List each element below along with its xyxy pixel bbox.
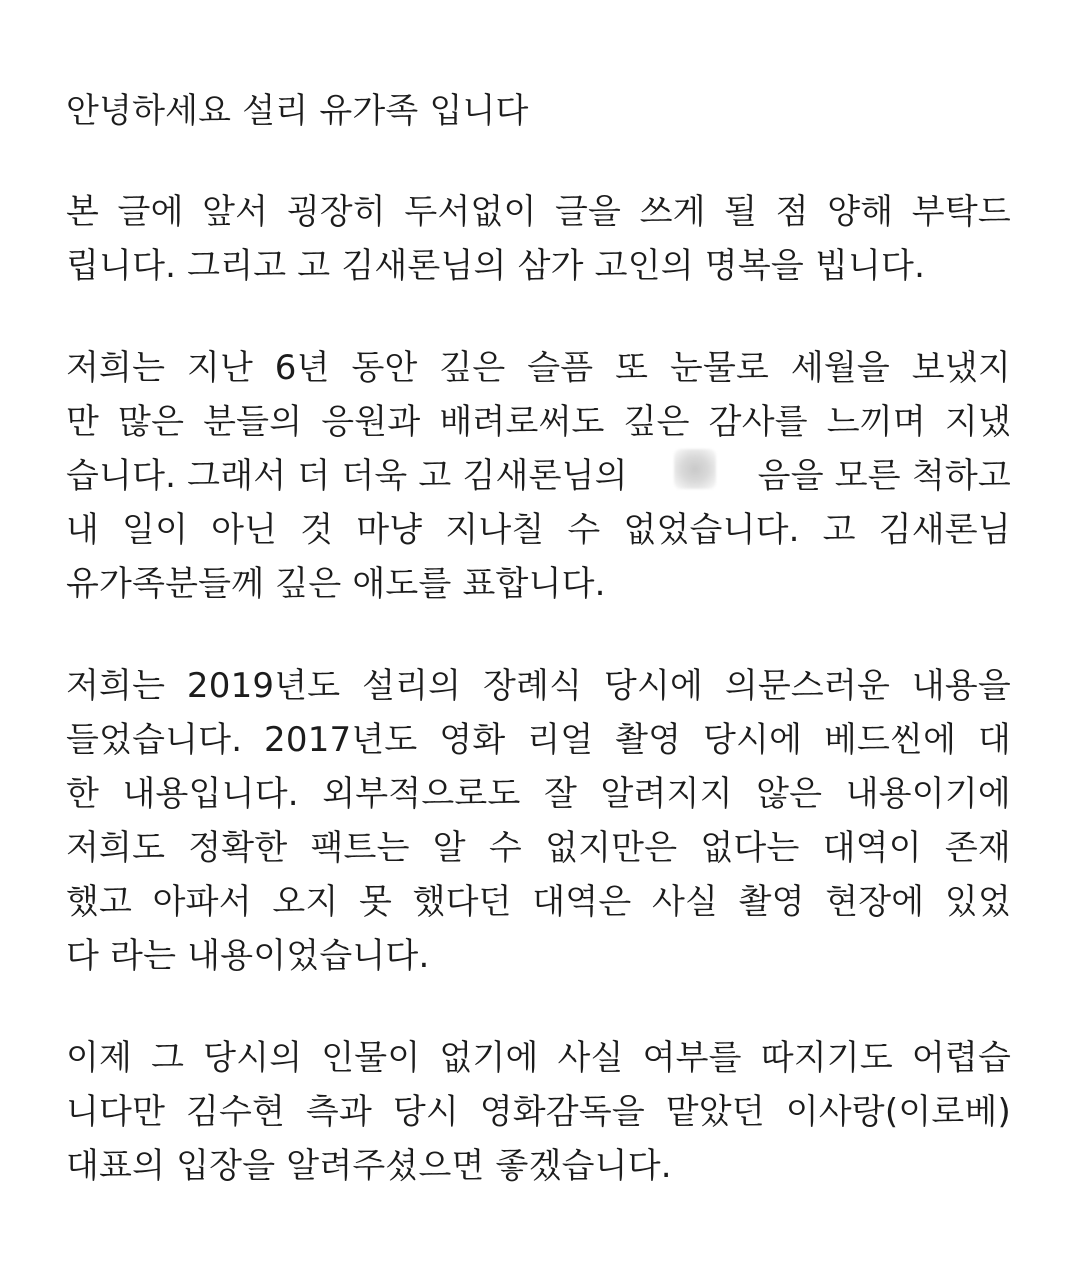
word: 알 — [432, 828, 466, 868]
paragraph-gap — [66, 138, 1011, 185]
word: 않은 — [756, 774, 823, 814]
word: 저희는 — [66, 348, 166, 388]
word: 6년 — [274, 348, 330, 388]
paragraph-5-line-1 — [66, 1031, 1011, 1085]
word: 보냈지 — [911, 348, 1011, 388]
paragraph-3-line-1 — [66, 341, 1011, 395]
word: 동안 — [351, 348, 418, 388]
paragraph-4-line-2 — [66, 713, 1011, 767]
word: 2019년도 — [186, 666, 341, 706]
word: 없다는 — [700, 828, 800, 868]
word: 한 — [66, 774, 100, 814]
paragraph-4-line-6: 다 라는 내용이었습니다. — [66, 936, 430, 976]
paragraph-gap — [66, 983, 1011, 1031]
word: 만 — [66, 402, 100, 442]
word: 당시 — [392, 1092, 459, 1132]
word: 2017년도 — [264, 720, 418, 760]
word: 본 — [66, 192, 100, 232]
word: 현장에 — [825, 882, 925, 922]
word: 리얼 — [527, 720, 594, 760]
word: 없었습니다. — [623, 510, 800, 550]
greeting-line: 안녕하세요 설리 유가족 입니다 — [66, 91, 529, 131]
word: 인물이 — [321, 1038, 421, 1078]
word: 베드씬에 — [823, 720, 957, 760]
word: 응원과 — [321, 402, 421, 442]
paragraph-3-line-5: 유가족분들께 깊은 애도를 표합니다. — [66, 564, 606, 604]
paragraph-2-line-1 — [66, 185, 1011, 239]
word: 지나칠 — [445, 510, 545, 550]
paragraph-5-line-2 — [66, 1085, 1011, 1139]
word: 못 — [358, 882, 393, 922]
word: 대역은 — [532, 882, 632, 922]
word: 양해 — [827, 192, 894, 232]
word: 있었 — [944, 882, 1011, 922]
word: 잘 — [543, 774, 577, 814]
blurred-word-mask — [674, 449, 716, 489]
word: 없지만은 — [545, 828, 678, 868]
word: 김새론님 — [878, 510, 1011, 550]
word: 수 — [567, 510, 601, 550]
word: 앞서 — [202, 192, 269, 232]
word: 지난 — [186, 348, 254, 388]
word: 맡았던 — [665, 1092, 765, 1132]
paragraph-5-line-3: 대표의 입장을 알려주셨으면 좋겠습니다. — [66, 1146, 672, 1186]
word: 들었습니다. — [66, 720, 243, 760]
word: 대역이 — [822, 828, 922, 868]
word: 이사랑(이로베) — [785, 1092, 1011, 1132]
word: 부탁드 — [911, 192, 1011, 232]
paragraph-3-line-3-end: 음을 모른 척하고 — [757, 456, 1011, 496]
word: 깊은 — [439, 348, 506, 388]
word: 내용입니다. — [122, 774, 299, 814]
word: 아파서 — [152, 882, 252, 922]
word: 오지 — [272, 882, 339, 922]
paragraph-4-line-5 — [66, 875, 1011, 929]
word: 눈물로 — [669, 348, 770, 388]
word: 글을 — [554, 192, 622, 232]
word: 정확한 — [188, 828, 288, 868]
word: 당시에 — [703, 720, 803, 760]
word: 그 — [151, 1038, 185, 1078]
word: 저희는 — [66, 666, 166, 706]
word: 글에 — [117, 192, 184, 232]
word: 대 — [977, 720, 1011, 760]
paragraph-2-line-2: 립니다. 그리고 고 김새론님의 삼가 고인의 명복을 빕니다. — [66, 246, 926, 286]
word: 아닌 — [211, 510, 278, 550]
word: 또 — [615, 348, 649, 388]
word: 사실 — [557, 1038, 624, 1078]
word: 장례식 — [483, 666, 583, 706]
word: 했다던 — [412, 882, 512, 922]
word: 외부적으로도 — [322, 774, 521, 814]
paragraph-4-line-4 — [66, 821, 1011, 875]
word: 슬픔 — [527, 348, 594, 388]
word: 깊은 — [623, 402, 690, 442]
word: 따지기도 — [760, 1038, 893, 1078]
word: 저희도 — [66, 828, 166, 868]
word: 느끼며 — [826, 402, 926, 442]
word: 팩트는 — [310, 828, 410, 868]
word: 감사를 — [708, 402, 808, 442]
word: 내용을 — [911, 666, 1011, 706]
word: 니다만 — [66, 1092, 166, 1132]
word: 설리의 — [362, 666, 462, 706]
word: 내용이기에 — [845, 774, 1011, 814]
paragraph-3-line-3-start: 습니다. 그래서 더 더욱 고 김새론님의 — [66, 456, 628, 496]
word: 의문스러운 — [724, 666, 891, 706]
word: 내 — [66, 510, 100, 550]
word: 지냈 — [944, 402, 1011, 442]
word: 사실 — [651, 882, 719, 922]
word: 여부를 — [642, 1038, 742, 1078]
word: 없기에 — [439, 1038, 539, 1078]
word: 촬영 — [738, 882, 805, 922]
word: 했고 — [66, 882, 133, 922]
word: 마냥 — [356, 510, 423, 550]
word: 쓰게 — [639, 192, 706, 232]
word: 분들의 — [203, 402, 303, 442]
word: 많은 — [118, 402, 185, 442]
word: 굉장히 — [286, 192, 386, 232]
word: 이제 — [66, 1038, 133, 1078]
word: 것 — [300, 510, 334, 550]
word: 배려로써도 — [439, 402, 605, 442]
word: 수 — [488, 828, 522, 868]
word: 알려지지 — [600, 774, 733, 814]
word: 촬영 — [615, 720, 682, 760]
word: 일이 — [122, 510, 189, 550]
paragraph-4-line-3 — [66, 767, 1011, 821]
letter-document — [66, 84, 1011, 1193]
paragraph-gap — [66, 293, 1011, 341]
word: 어렵습 — [911, 1038, 1011, 1078]
paragraph-3-line-3 — [66, 449, 1011, 503]
word: 영화감독을 — [479, 1092, 645, 1132]
word: 영화 — [439, 720, 506, 760]
paragraph-gap — [66, 611, 1011, 659]
word: 될 — [724, 192, 758, 232]
word: 존재 — [944, 828, 1011, 868]
paragraph-4-line-1 — [66, 659, 1011, 713]
word: 측과 — [305, 1092, 372, 1132]
word: 점 — [775, 192, 809, 232]
paragraph-3-line-4 — [66, 503, 1011, 557]
word: 당시의 — [203, 1038, 303, 1078]
paragraph-3-line-2 — [66, 395, 1011, 449]
word: 김수현 — [185, 1092, 286, 1132]
word: 두서없이 — [404, 192, 537, 232]
word: 당시에 — [603, 666, 704, 706]
word: 고 — [822, 510, 856, 550]
word: 세월을 — [790, 348, 890, 388]
